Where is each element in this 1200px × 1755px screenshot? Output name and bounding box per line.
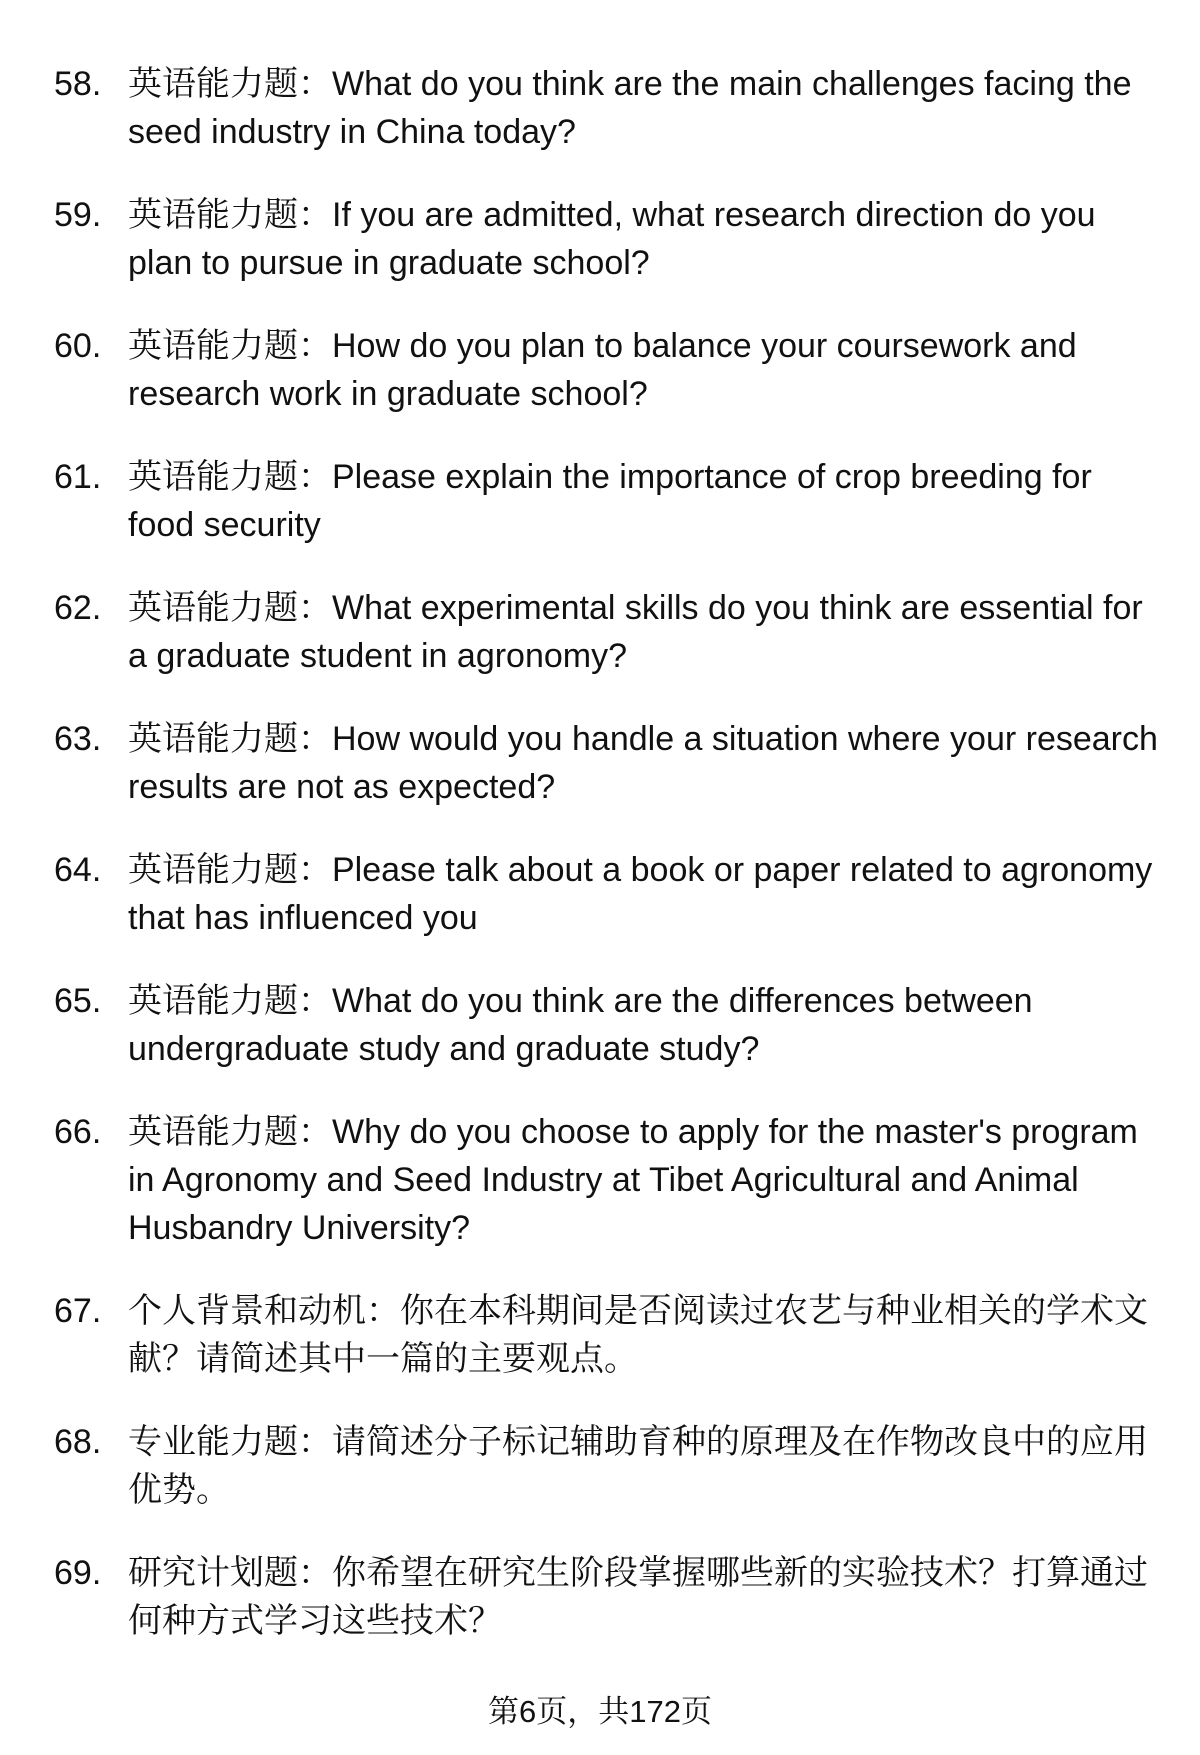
question-number: 67. — [54, 1292, 102, 1330]
question-text: 英语能力题：How do you plan to balance your coursework and research work in graduate school? — [128, 327, 1077, 413]
question-number: 58. — [54, 65, 102, 103]
question-text: 专业能力题：请简述分子标记辅助育种的原理及在作物改良中的应用优势。 — [128, 1423, 1148, 1509]
question-item — [0, 60, 1200, 156]
question-number: 66. — [54, 1113, 102, 1151]
question-text: 英语能力题：How would you handle a situation where your research results are not as expected? — [128, 720, 1158, 806]
question-item — [0, 191, 1200, 287]
question-item — [0, 715, 1200, 811]
question-text: 研究计划题：你希望在研究生阶段掌握哪些新的实验技术？打算通过何种方式学习这些技术？ — [128, 1554, 1148, 1640]
question-item — [0, 1549, 1200, 1645]
question-list — [0, 60, 1200, 1680]
question-text: 英语能力题：What experimental skills do you think are essential for a graduate student in agronomy? — [128, 589, 1143, 675]
question-number: 65. — [54, 982, 102, 1020]
question-item — [0, 322, 1200, 418]
question-text: 英语能力题：Please talk about a book or paper related to agronomy that has influenced you — [128, 851, 1153, 937]
question-text: 英语能力题：What do you think are the differences between undergraduate study and graduate study? — [128, 982, 1033, 1068]
question-number: 59. — [54, 196, 102, 234]
question-item — [0, 1287, 1200, 1383]
question-number: 60. — [54, 327, 102, 365]
question-number: 69. — [54, 1554, 102, 1592]
question-item — [0, 977, 1200, 1073]
question-number: 68. — [54, 1423, 102, 1461]
question-item — [0, 846, 1200, 942]
question-text: 英语能力题：Why do you choose to apply for the master's program in Agronomy and Seed Industry at Tibet Agricultural and Animal Husbandry University? — [128, 1113, 1138, 1247]
question-item — [0, 1418, 1200, 1514]
question-text: 英语能力题：Please explain the importance of crop breeding for food security — [128, 458, 1092, 544]
question-text: 英语能力题：What do you think are the main challenges facing the seed industry in China today? — [128, 65, 1132, 151]
question-item — [0, 453, 1200, 549]
question-item — [0, 1108, 1200, 1252]
question-item — [0, 584, 1200, 680]
question-number: 63. — [54, 720, 102, 758]
page-footer: 第6页，共172页 — [488, 1694, 712, 1729]
question-number: 61. — [54, 458, 102, 496]
question-number: 64. — [54, 851, 102, 889]
question-text: 个人背景和动机：你在本科期间是否阅读过农艺与种业相关的学术文献？请简述其中一篇的主要观点。 — [128, 1292, 1148, 1378]
question-number: 62. — [54, 589, 102, 627]
question-text: 英语能力题：If you are admitted, what research direction do you plan to pursue in graduate school? — [128, 196, 1096, 282]
